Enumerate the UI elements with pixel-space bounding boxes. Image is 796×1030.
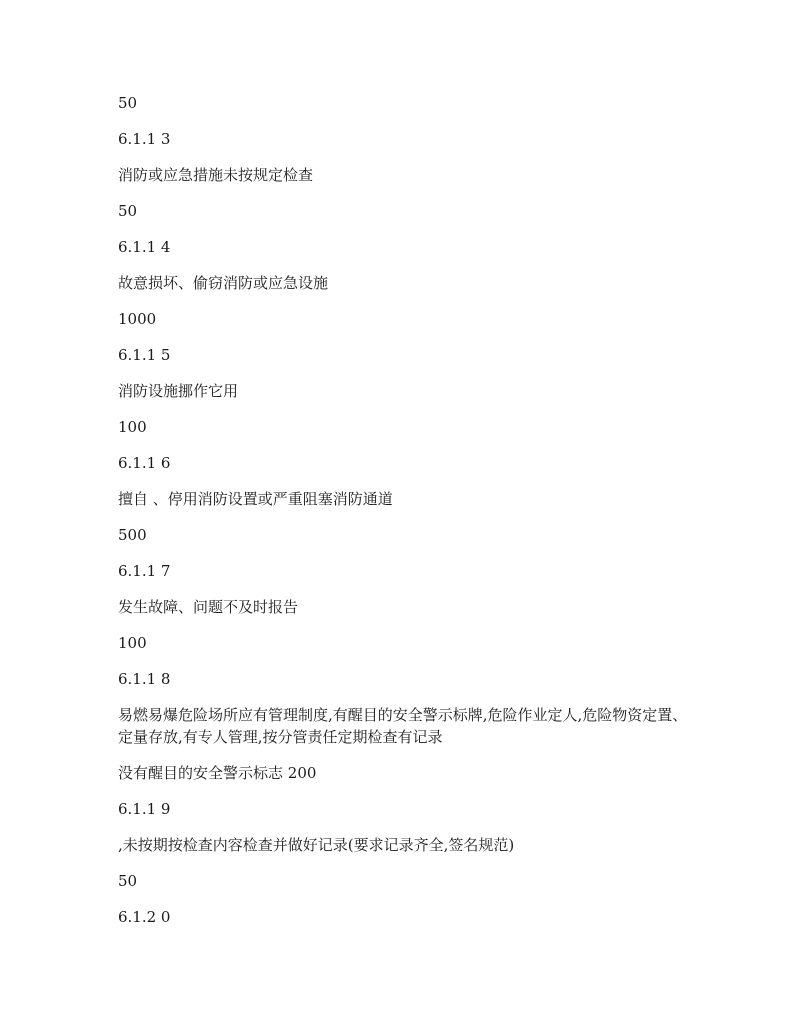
item-number: 6.1.1 8 [118, 670, 171, 688]
item-description: 擅自 、停用消防设置或严重阻塞消防通道 [118, 490, 393, 508]
item-description: 发生故障、问题不及时报告 [118, 598, 299, 616]
item-number: 6.1.2 0 [118, 908, 171, 926]
score-value: 50 [118, 202, 138, 220]
score-value: 100 [118, 634, 147, 652]
document-body [118, 92, 688, 942]
score-value: 1000 [118, 310, 157, 328]
item-description: 没有醒目的安全警示标志 200 [118, 764, 317, 782]
item-number: 6.1.1 6 [118, 454, 171, 472]
score-value: 100 [118, 418, 147, 436]
item-description: 消防或应急措施未按规定检查 [118, 166, 314, 184]
item-description: 消防设施挪作它用 [118, 382, 239, 400]
item-description: ,未按期按检查内容检查并做好记录(要求记录齐全,签名规范) [118, 836, 515, 854]
item-description: 易燃易爆危险场所应有管理制度,有醒目的安全警示标牌,危险作业定人,危险物资定置、定量存放,有专人管理,按分管责任定期检查有记录 [118, 706, 688, 746]
item-number: 6.1.1 9 [118, 800, 171, 818]
score-value: 50 [118, 94, 138, 112]
score-value: 50 [118, 872, 138, 890]
score-value: 500 [118, 526, 147, 544]
item-number: 6.1.1 4 [118, 238, 171, 256]
item-number: 6.1.1 3 [118, 130, 171, 148]
item-number: 6.1.1 5 [118, 346, 171, 364]
item-number: 6.1.1 7 [118, 562, 171, 580]
item-description: 故意损坏、偷窃消防或应急设施 [118, 274, 329, 292]
